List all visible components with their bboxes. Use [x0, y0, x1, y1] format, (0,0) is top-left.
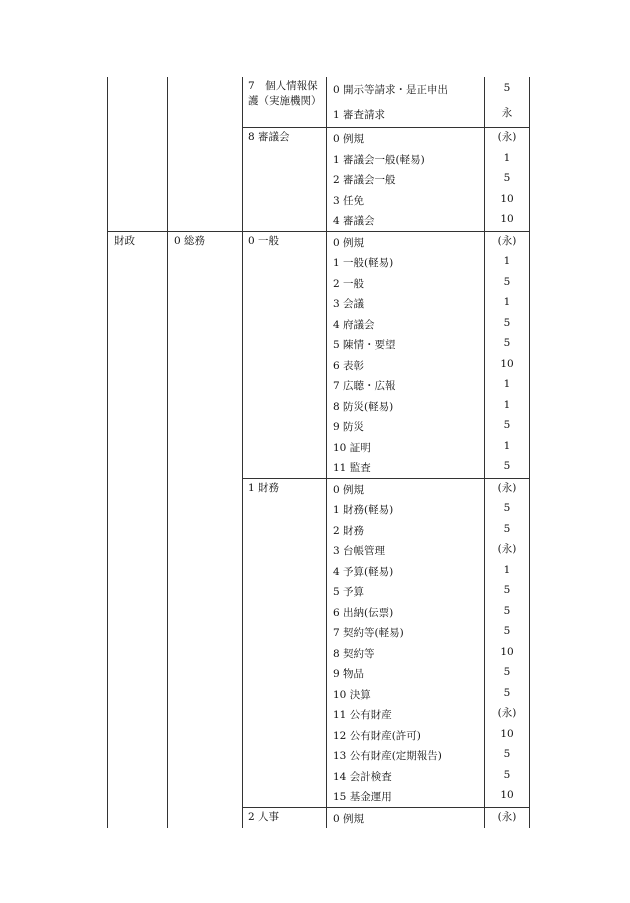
item-label: 0 例規	[333, 133, 365, 145]
category-middle-cell	[168, 77, 243, 128]
retention-period-cell	[485, 602, 530, 623]
retention-period-cell	[485, 293, 530, 314]
category-middle-cell	[168, 231, 243, 478]
item-cell	[327, 622, 485, 643]
category-minor-cell	[243, 478, 327, 807]
retention-period: 永	[501, 107, 513, 119]
category-minor-cell	[243, 231, 327, 478]
category-major	[108, 128, 167, 130]
retention-period-cell	[485, 334, 530, 355]
item-label: 15 基金運用	[333, 791, 392, 803]
retention-period: 1	[503, 296, 511, 308]
item-cell	[327, 102, 485, 128]
item-cell	[327, 725, 485, 746]
retention-period-cell	[485, 149, 530, 170]
retention-period-cell	[485, 314, 530, 335]
retention-period: 5	[503, 604, 511, 617]
retention-period: (永)	[497, 131, 517, 143]
category-major-cell	[108, 478, 168, 807]
item-cell	[327, 231, 485, 252]
item-cell	[327, 293, 485, 314]
retention-period: 10	[500, 192, 514, 205]
retention-period-cell	[485, 169, 530, 190]
category-major	[108, 478, 167, 480]
retention-schedule-table	[107, 77, 530, 828]
table-row	[108, 478, 530, 499]
item-cell	[327, 602, 485, 623]
item-cell	[327, 478, 485, 499]
item-cell	[327, 169, 485, 190]
category-major-cell	[108, 231, 168, 478]
table-row	[108, 807, 530, 828]
retention-period-cell	[485, 355, 530, 376]
category-middle	[168, 807, 242, 809]
retention-period-cell	[485, 643, 530, 664]
retention-period: 5	[503, 502, 511, 514]
retention-period-cell	[485, 745, 530, 766]
category-minor: 7 個人情報保護（実施機関）	[248, 80, 322, 107]
item-label: 13 公有財産(定期報告)	[333, 750, 442, 762]
item-label: 1 一般(軽易)	[333, 257, 394, 269]
item-label: 2 審議会一般	[333, 174, 396, 186]
category-major	[108, 807, 167, 809]
item-label: 4 予算(軽易)	[333, 565, 394, 578]
item-label: 3 任免	[333, 194, 365, 207]
retention-period: 5	[503, 337, 511, 349]
item-label: 5 陳情・要望	[333, 339, 396, 351]
retention-period-cell	[485, 540, 530, 561]
item-label: 3 台帳管理	[333, 545, 386, 557]
item-label: 9 防災	[333, 421, 365, 433]
item-label: 4 審議会	[333, 215, 375, 227]
retention-period: 5	[503, 419, 511, 431]
item-label: 10 決算	[333, 688, 371, 701]
item-cell	[327, 396, 485, 417]
item-label: 1 審査請求	[333, 109, 386, 121]
item-label: 7 契約等(軽易)	[333, 627, 404, 639]
item-cell	[327, 190, 485, 211]
retention-period-cell	[485, 396, 530, 417]
retention-period: (永)	[497, 810, 517, 823]
retention-period: 5	[503, 522, 511, 535]
retention-period-cell	[485, 375, 530, 396]
category-middle	[168, 77, 242, 79]
item-label: 10 証明	[333, 441, 371, 454]
retention-period: 5	[503, 666, 511, 678]
retention-period: 5	[503, 275, 511, 288]
retention-period: (永)	[497, 234, 517, 247]
retention-period: 10	[500, 727, 514, 740]
category-major-cell	[108, 128, 168, 232]
category-major: 財政	[114, 234, 135, 247]
item-label: 8 防災(軽易)	[333, 400, 394, 413]
retention-period: 10	[500, 357, 514, 370]
retention-period-cell	[485, 663, 530, 684]
item-label: 1 財務(軽易)	[333, 504, 394, 516]
retention-period: 5	[503, 584, 511, 596]
item-label: 9 物品	[333, 668, 365, 680]
item-label: 3 会議	[333, 298, 365, 310]
retention-period: (永)	[497, 481, 517, 494]
category-major-cell	[108, 807, 168, 828]
item-cell	[327, 704, 485, 725]
item-cell	[327, 745, 485, 766]
item-cell	[327, 437, 485, 458]
category-middle: 0 総務	[174, 234, 206, 247]
retention-period: 5	[503, 686, 511, 699]
category-major-cell	[108, 77, 168, 128]
item-cell	[327, 416, 485, 437]
category-minor: 1 財務	[248, 481, 280, 494]
item-label: 0 例規	[333, 483, 365, 496]
retention-period: 1	[503, 563, 511, 576]
category-middle	[168, 478, 242, 480]
item-cell	[327, 520, 485, 541]
item-cell	[327, 273, 485, 294]
retention-period-cell	[485, 561, 530, 582]
retention-period-cell	[485, 190, 530, 211]
retention-period-cell	[485, 520, 530, 541]
item-label: 6 表彰	[333, 359, 365, 372]
item-label: 12 公有財産(許可)	[333, 729, 421, 742]
item-cell	[327, 128, 485, 149]
item-label: 14 会計検査	[333, 770, 392, 783]
retention-period-cell	[485, 77, 530, 102]
item-label: 2 一般	[333, 277, 365, 290]
item-cell	[327, 807, 485, 828]
retention-period-cell	[485, 622, 530, 643]
retention-period: 5	[503, 460, 511, 472]
item-cell	[327, 663, 485, 684]
table-row	[108, 128, 530, 149]
item-label: 1 審議会一般(軽易)	[333, 153, 425, 166]
item-cell	[327, 149, 485, 170]
item-label: 4 府議会	[333, 318, 375, 331]
retention-period: 10	[500, 789, 514, 801]
retention-period-cell	[485, 210, 530, 231]
retention-period: (永)	[497, 543, 517, 555]
retention-period: 10	[500, 645, 514, 658]
item-label: 6 出納(伝票)	[333, 606, 394, 619]
item-label: 7 広聴・広報	[333, 380, 396, 392]
retention-period-cell	[485, 128, 530, 149]
item-label: 0 開示等請求・是正申出	[333, 84, 449, 96]
table-row	[108, 231, 530, 252]
retention-period-cell	[485, 684, 530, 705]
retention-period: 5	[503, 82, 511, 94]
item-cell	[327, 561, 485, 582]
item-cell	[327, 314, 485, 335]
retention-period: 1	[503, 151, 511, 164]
item-label: 8 契約等	[333, 647, 375, 660]
retention-period-cell	[485, 457, 530, 478]
item-label: 0 例規	[333, 236, 365, 249]
item-label: 5 予算	[333, 586, 365, 598]
item-label: 2 財務	[333, 524, 365, 537]
retention-period: 10	[500, 213, 514, 225]
retention-period-cell	[485, 807, 530, 828]
retention-period: 1	[503, 439, 511, 452]
item-label: 11 公有財産	[333, 709, 392, 721]
category-major	[108, 77, 167, 79]
retention-period-cell	[485, 499, 530, 520]
item-cell	[327, 334, 485, 355]
item-cell	[327, 581, 485, 602]
item-label: 0 例規	[333, 812, 365, 825]
retention-period-cell	[485, 252, 530, 273]
retention-period-cell	[485, 416, 530, 437]
retention-period-cell	[485, 581, 530, 602]
category-middle-cell	[168, 478, 243, 807]
item-label: 11 監査	[333, 462, 371, 474]
item-cell	[327, 643, 485, 664]
item-cell	[327, 210, 485, 231]
retention-period: (永)	[497, 707, 517, 719]
category-minor: 2 人事	[248, 810, 280, 823]
retention-period: 1	[503, 398, 511, 411]
category-minor-cell	[243, 807, 327, 828]
retention-period: 5	[503, 172, 511, 184]
category-minor-cell	[243, 128, 327, 232]
retention-period: 5	[503, 625, 511, 637]
category-middle-cell	[168, 128, 243, 232]
retention-period-cell	[485, 786, 530, 807]
retention-period-cell	[485, 273, 530, 294]
item-cell	[327, 375, 485, 396]
retention-period-cell	[485, 704, 530, 725]
item-cell	[327, 684, 485, 705]
retention-period-cell	[485, 478, 530, 499]
retention-period-cell	[485, 766, 530, 787]
category-minor-cell	[243, 77, 327, 128]
category-middle	[168, 128, 242, 130]
item-cell	[327, 252, 485, 273]
table-row	[108, 77, 530, 102]
retention-period-cell	[485, 725, 530, 746]
retention-period-cell	[485, 437, 530, 458]
retention-period: 1	[503, 378, 511, 390]
item-cell	[327, 457, 485, 478]
item-cell	[327, 499, 485, 520]
retention-period-cell	[485, 102, 530, 128]
category-minor: 0 一般	[248, 234, 280, 247]
item-cell	[327, 786, 485, 807]
retention-period: 5	[503, 748, 511, 760]
category-minor: 8 審議会	[248, 131, 290, 143]
category-middle-cell	[168, 807, 243, 828]
retention-period: 1	[503, 255, 511, 267]
retention-period: 5	[503, 768, 511, 781]
item-cell	[327, 540, 485, 561]
item-cell	[327, 77, 485, 102]
item-cell	[327, 766, 485, 787]
item-cell	[327, 355, 485, 376]
retention-period-cell	[485, 231, 530, 252]
retention-period: 5	[503, 316, 511, 329]
